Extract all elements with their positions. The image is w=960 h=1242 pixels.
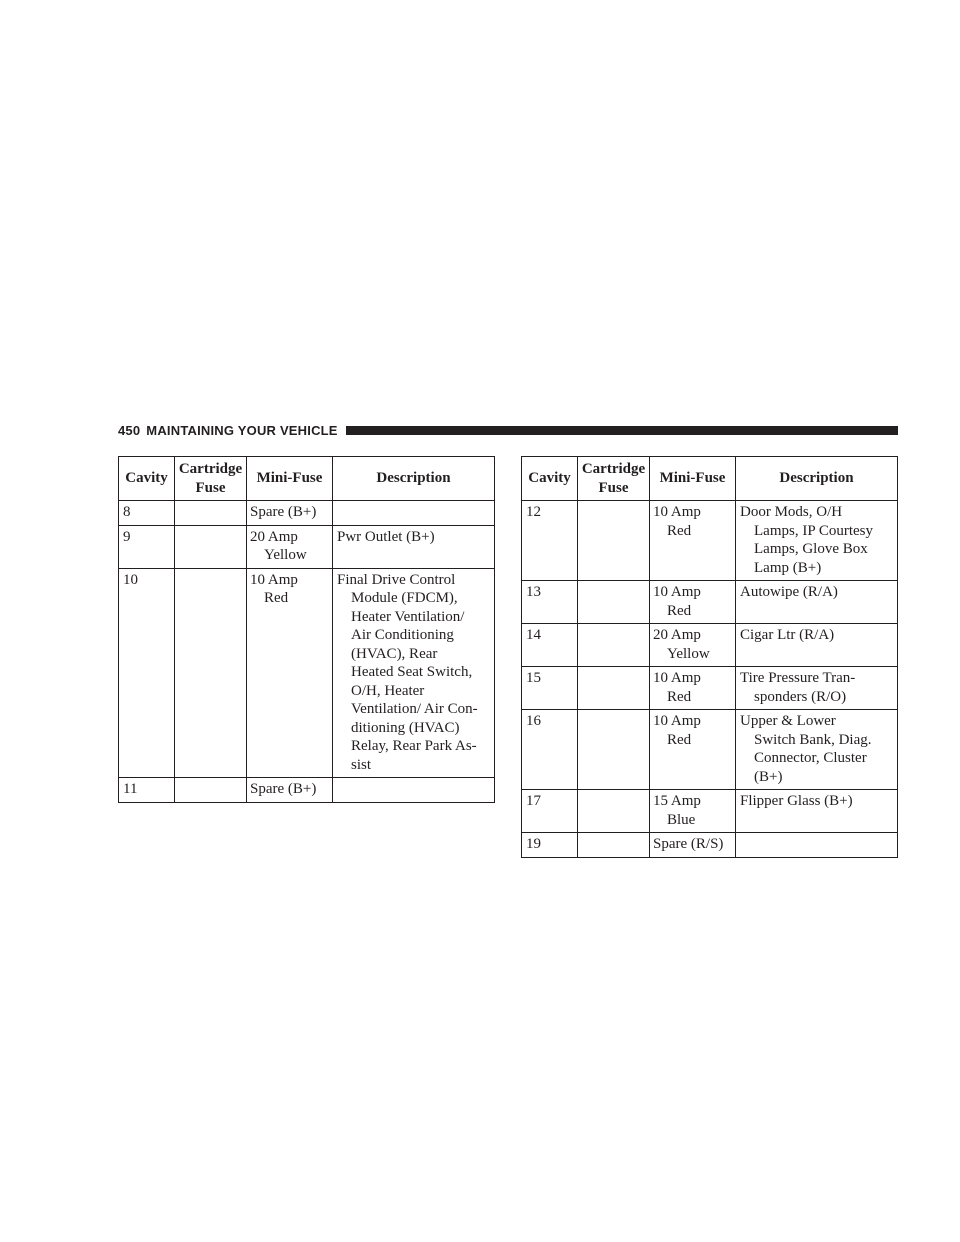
table-row: [522, 790, 898, 833]
description-line: Pwr Outlet (B+): [337, 528, 435, 545]
mini-fuse-cell: [247, 525, 333, 568]
cartridge-fuse-cell: [578, 710, 650, 790]
cartridge-fuse-cell: [175, 525, 247, 568]
mini-fuse-line: Red: [667, 731, 692, 748]
description-line: Ventilation/ Air Con-: [351, 701, 478, 717]
table-header-row: [119, 457, 495, 501]
cavity-cell: 16: [522, 710, 578, 790]
section-title: MAINTAINING YOUR VEHICLE: [146, 422, 338, 438]
description-cell: [333, 525, 495, 568]
description-line: O/H, Heater: [351, 682, 425, 699]
cavity-cell: 14: [522, 624, 578, 667]
cavity-cell: 17: [522, 790, 578, 833]
description-cell: [736, 581, 898, 624]
description-line: Tire Pressure Tran-: [740, 670, 856, 686]
mini-fuse-line: Red: [667, 688, 692, 705]
cartridge-fuse-cell: [578, 667, 650, 710]
header-description: Description: [736, 457, 898, 501]
mini-fuse-line: Red: [667, 522, 692, 539]
description-line: Air Conditioning: [351, 627, 454, 643]
table-row: [119, 501, 495, 526]
cartridge-fuse-cell: [175, 501, 247, 526]
description-line: Relay, Rear Park As-: [351, 738, 477, 754]
description-line: sist: [351, 756, 372, 773]
mini-fuse-line: Spare (R/S): [653, 836, 724, 852]
cavity-cell: 15: [522, 667, 578, 710]
header-mini-fuse: Mini-Fuse: [247, 457, 333, 501]
table-row: [119, 778, 495, 803]
table-row: [119, 525, 495, 568]
description-line: Module (FDCM),: [351, 590, 458, 606]
mini-fuse-line: 20 Amp: [250, 528, 298, 545]
description-line: Autowipe (R/A): [740, 584, 838, 600]
mini-fuse-cell: [650, 581, 736, 624]
header-cartridge-fuse: Cartridge Fuse: [578, 457, 650, 501]
description-line: Lamps, Glove Box: [754, 541, 868, 557]
mini-fuse-cell: [650, 501, 736, 581]
description-line: Lamps, IP Courtesy: [754, 522, 874, 539]
table-row: [522, 624, 898, 667]
description-cell: [736, 833, 898, 858]
description-cell: [333, 778, 495, 803]
mini-fuse-line: 10 Amp: [653, 713, 701, 729]
table-row: [522, 710, 898, 790]
mini-fuse-line: Yellow: [667, 645, 710, 662]
table-row: [522, 667, 898, 710]
description-line: (B+): [754, 768, 783, 785]
page-header: [118, 421, 898, 439]
description-cell: [736, 667, 898, 710]
mini-fuse-line: 10 Amp: [250, 571, 298, 588]
mini-fuse-line: Blue: [667, 811, 696, 828]
mini-fuse-line: Red: [667, 602, 692, 619]
description-line: Cigar Ltr (R/A): [740, 627, 835, 643]
description-line: Connector, Cluster: [754, 750, 867, 766]
description-line: sponders (R/O): [754, 688, 847, 705]
mini-fuse-line: 10 Amp: [653, 584, 701, 600]
description-line: Lamp (B+): [754, 559, 822, 576]
description-line: Door Mods, O/H: [740, 504, 843, 520]
mini-fuse-cell: [650, 667, 736, 710]
header-cavity: Cavity: [119, 457, 175, 501]
description-line: ditioning (HVAC): [351, 719, 460, 736]
fuse-table-right: [521, 456, 898, 858]
description-line: Switch Bank, Diag.: [754, 731, 872, 748]
mini-fuse-cell: [247, 778, 333, 803]
table-row: [522, 581, 898, 624]
mini-fuse-line: Spare (B+): [250, 781, 317, 797]
description-cell: [736, 710, 898, 790]
description-cell: [333, 568, 495, 778]
cartridge-fuse-cell: [578, 790, 650, 833]
fuse-table-left: [118, 456, 495, 803]
description-cell: [333, 501, 495, 526]
table-row: [522, 833, 898, 858]
description-line: Heater Ventilation/: [351, 608, 465, 625]
cartridge-fuse-cell: [578, 501, 650, 581]
page-number: 450: [118, 422, 141, 438]
mini-fuse-cell: [650, 710, 736, 790]
cartridge-fuse-cell: [578, 833, 650, 858]
cartridge-fuse-cell: [578, 624, 650, 667]
mini-fuse-line: 10 Amp: [653, 504, 701, 520]
cavity-cell: 8: [119, 501, 175, 526]
description-cell: [736, 790, 898, 833]
header-cavity: Cavity: [522, 457, 578, 501]
mini-fuse-line: Spare (B+): [250, 504, 317, 520]
mini-fuse-line: Red: [264, 590, 289, 606]
description-line: Upper & Lower: [740, 713, 836, 729]
header-cartridge-fuse: Cartridge Fuse: [175, 457, 247, 501]
table-row: [119, 568, 495, 778]
mini-fuse-cell: [650, 790, 736, 833]
header-mini-fuse: Mini-Fuse: [650, 457, 736, 501]
cavity-cell: 12: [522, 501, 578, 581]
mini-fuse-line: 20 Amp: [653, 627, 701, 643]
cavity-cell: 19: [522, 833, 578, 858]
header-rule: [346, 426, 898, 435]
mini-fuse-line: 15 Amp: [653, 793, 701, 809]
mini-fuse-cell: [247, 501, 333, 526]
cartridge-fuse-cell: [175, 568, 247, 778]
mini-fuse-cell: [247, 568, 333, 778]
mini-fuse-cell: [650, 624, 736, 667]
description-cell: [736, 501, 898, 581]
header-description: Description: [333, 457, 495, 501]
description-line: (HVAC), Rear: [351, 645, 438, 662]
cartridge-fuse-cell: [175, 778, 247, 803]
cavity-cell: 13: [522, 581, 578, 624]
table-row: [522, 501, 898, 581]
description-cell: [736, 624, 898, 667]
cartridge-fuse-cell: [578, 581, 650, 624]
cavity-cell: 9: [119, 525, 175, 568]
description-line: Final Drive Control: [337, 571, 456, 588]
mini-fuse-cell: [650, 833, 736, 858]
cavity-cell: 11: [119, 778, 175, 803]
table-header-row: [522, 457, 898, 501]
cavity-cell: 10: [119, 568, 175, 778]
description-line: Heated Seat Switch,: [351, 664, 473, 680]
mini-fuse-line: 10 Amp: [653, 670, 701, 686]
description-line: Flipper Glass (B+): [740, 793, 853, 809]
mini-fuse-line: Yellow: [264, 547, 307, 563]
